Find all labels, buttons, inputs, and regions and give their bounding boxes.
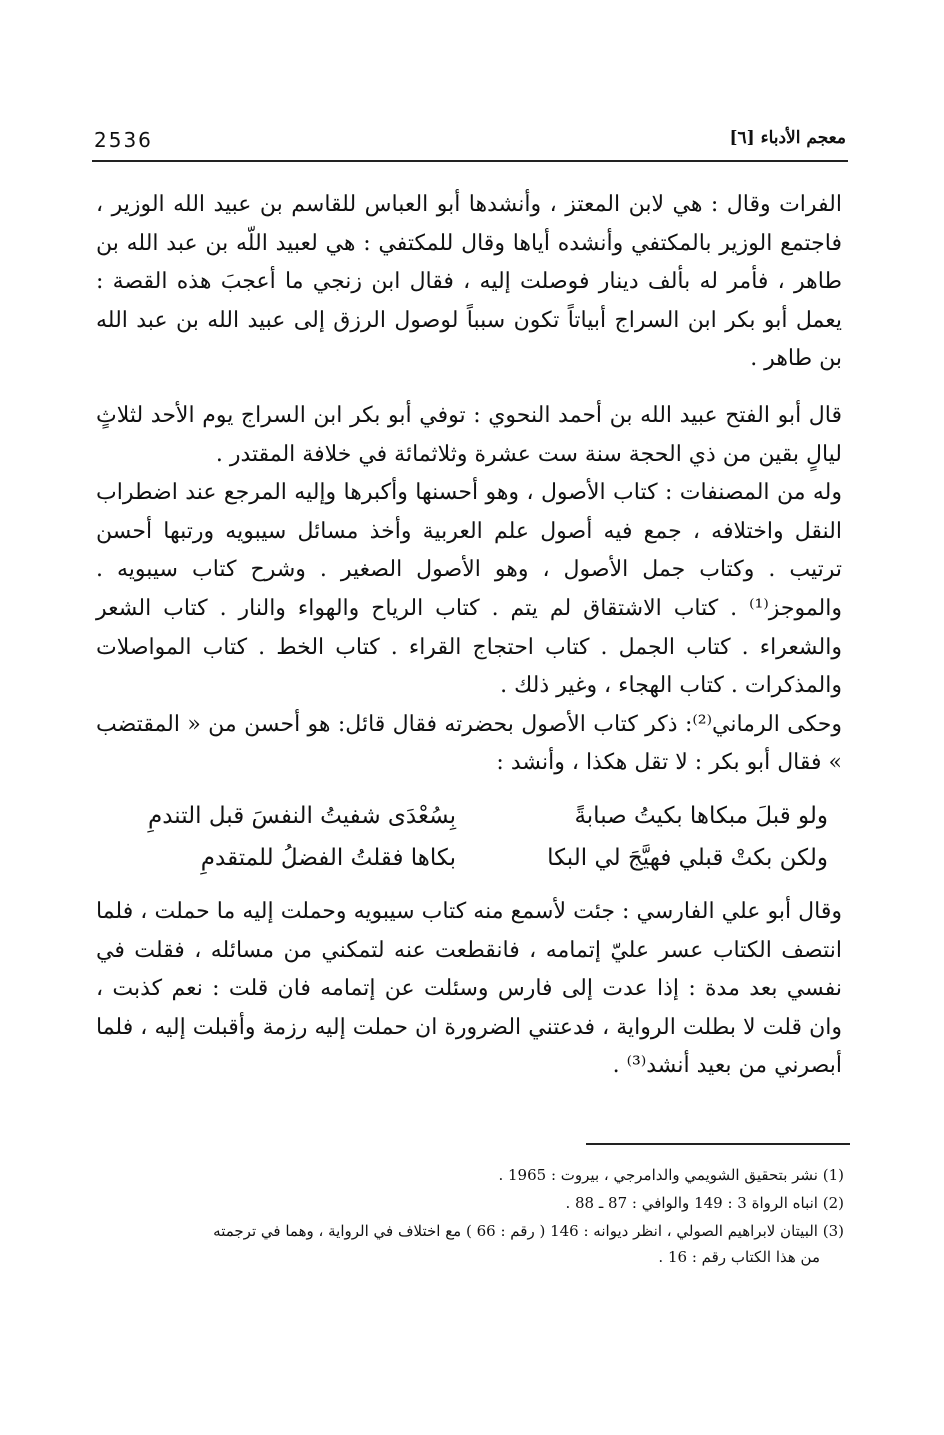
footnote-3 (110, 1218, 844, 1270)
verse-2 (96, 837, 842, 879)
page-number: 2536 (94, 128, 153, 152)
footnote-3-continuation: من هذا الكتاب رقم : 16 . (658, 1248, 820, 1266)
footnotes (110, 1160, 844, 1272)
footnote-3-text: (3) البيتان لابراهيم الصولي ، انظر ديوانه : 146 ( رقم : 66 ) مع اختلاف في الرواية ، وهما في ترجمته (213, 1222, 844, 1240)
footnote-1-text: (1) نشر بتحقيق الشويمي والدامرجي ، بيروت : 1965 . (498, 1166, 844, 1184)
paragraph-3: وله من المصنفات : كتاب الأصول ، وهو أحسنها وأكبرها وإليه المرجع عند اضطراب النقل واختلافه ، جمع فيه أصول علم العربية وأخذ مسائل سيبويه ورتبها أحسن ترتيب . وكتاب جمل الأصول ، وهو الأصول الصغير . وشرح كتاب سيبويه . والموجز⁽¹⁾ . كتاب الاشتقاق لم يتم . كتاب الرياح والهواء والنار . كتاب الشعر والشعراء . كتاب الجمل . كتاب احتجاج القراء . كتاب الخط . كتاب المواصلات والمذكرات . كتاب الهجاء ، وغير ذلك . (96, 480, 842, 699)
verse-2-second-hemistich: بكاها فقلتُ الفضلُ للمتقدمِ (200, 844, 456, 871)
header-rule (92, 160, 848, 162)
paragraph-5: وقال أبو علي الفارسي : جئت لأسمع منه كتاب سيبويه وحملت إليه ما حملت ، فلما انتصف الكتاب عسر عليّ إتمامه ، فانقطعت عنه لتمكني من مسائله ، فقلت في نفسي بعد مدة : إذا عدت إلى فارس وسئلت عن إتمامه فان قلت : نعم كذبت ، وان قلت لا بطلت الرواية ، فدعتني الضرورة ان حملت إليه رزمة وأقبلت إليه ، فلما أبصرني من بعيد أنشد⁽³⁾ . (96, 898, 842, 1079)
poem (96, 795, 842, 879)
verse-1-second-hemistich: بِسُعْدَى شفيتُ النفسَ قبل التندمِ (147, 802, 456, 829)
footnote-rule (586, 1143, 850, 1145)
running-title: معجم الأدباء [٦] (729, 128, 846, 148)
paragraph-2: قال أبو الفتح عبيد الله بن أحمد النحوي : توفي أبو بكر ابن السراج يوم الأحد لثلاثٍ ليالٍ بقين من ذي الحجة سنة ست عشرة وثلاثمائة في خلافة المقتدر . (96, 402, 842, 467)
paragraph-1: الفرات وقال : هي لابن المعتز ، وأنشدها أبو العباس للقاسم بن عبيد الله الوزير ، فاجتمع الوزير بالمكتفي وأنشده أياها وقال للمكتفي : هي لعبيد اللّه بن عبد الله بن طاهر ، فأمر له بألف دينار فوصلت إليه ، فقال ابن زنجي ما أعجبَ هذه القصة : يعمل أبو بكر ابن السراج أبياتاً تكون سبباً لوصول الرزق إلى عبيد الله بن عبد الله بن طاهر . (96, 192, 843, 372)
footnote-2-text: (2) انباه الرواة 3 : 149 والوافي : 87 ـ 88 . (565, 1194, 844, 1212)
verse-2-first-hemistich: ولكن بكتْ قبلي فهيَّجَ لي البكا (547, 844, 828, 871)
footnote-1 (110, 1162, 844, 1188)
paragraph-4: وحكى الرماني⁽²⁾: ذكر كتاب الأصول بحضرته فقال قائل: هو أحسن من « المقتضب » فقال أبو بكر : لا تقل هكذا ، وأنشد : (96, 711, 842, 776)
footnote-2 (110, 1190, 844, 1216)
verse-1-first-hemistich: ولو قبلَ مبكاها بكيتُ صبابةً (574, 802, 828, 829)
verse-1 (96, 795, 842, 837)
main-text (96, 186, 842, 1086)
